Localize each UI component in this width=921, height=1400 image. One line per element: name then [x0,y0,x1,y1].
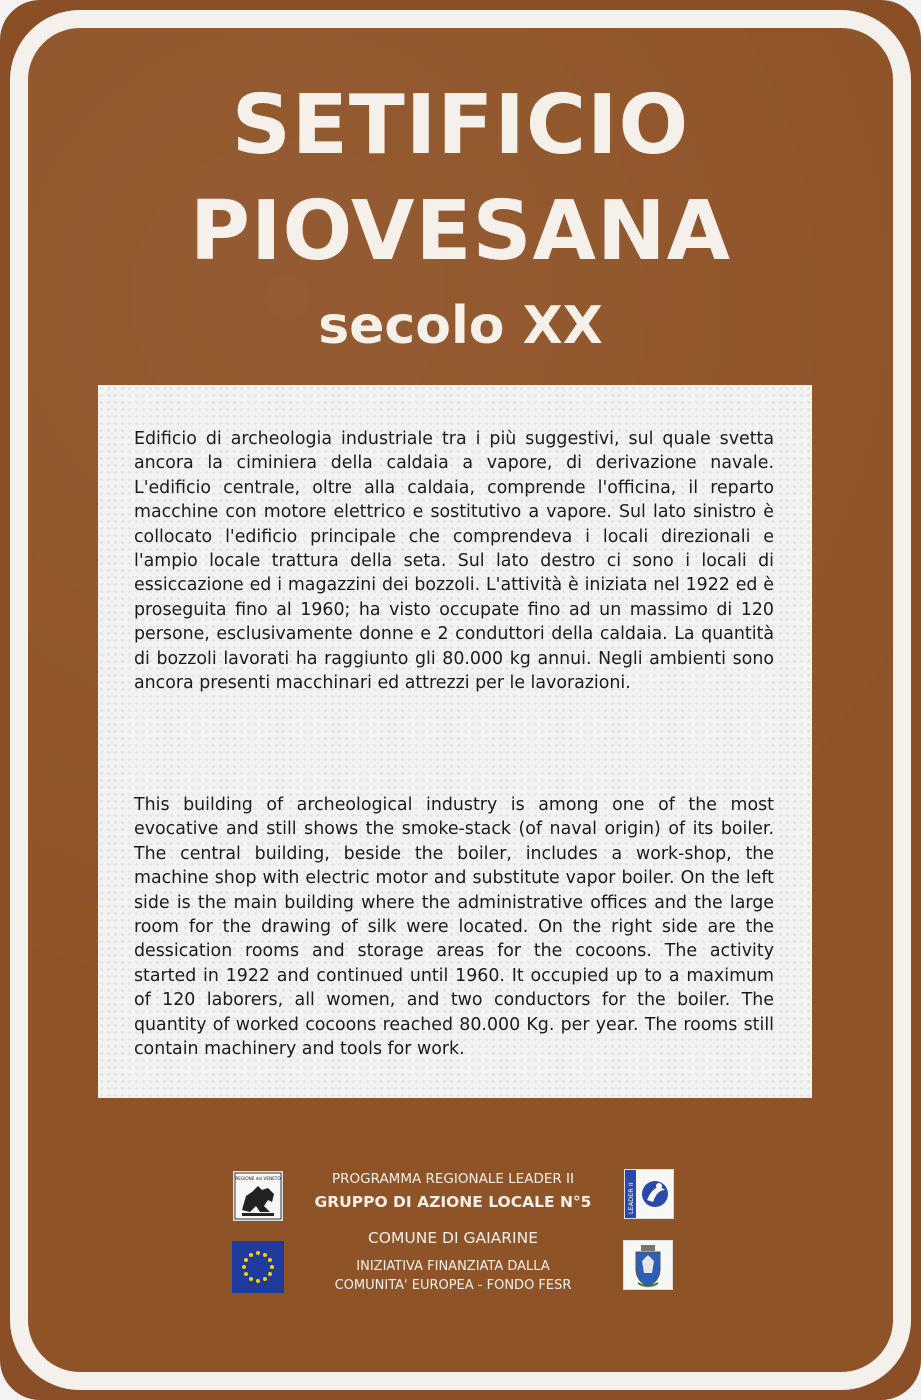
group-text: GRUPPO DI AZIONE LOCALE N°5 [314,1193,592,1211]
italian-description: Edificio di archeologia industriale tra i più suggestivi, sul quale svetta ancora la ciminiera della caldaia a vapore, di derivazione navale. L'edificio centrale, oltre alla caldaia, comprende l'officina, il reparto macchine con motore elettrico e sostitutivo a vapore. Sul lato sinistro è collocato l'edificio principale che comprendeva i locali direzionali e l'ampio locale trattura della seta. Sul lato destro ci sono i locali di essiccazione ed i magazzini dei bozzoli. L'attività è iniziata nel 1922 ed è proseguita fino al 1960; ha visto occupate fino ad un massimo di 120 persone, esclusivamente donne e 2 conduttori della caldaia. La quantità di bozzoli lavorati ha raggiunto gli 80.000 kg annui. Negli ambienti sono ancora presenti macchinari ed attrezzi per le lavorazioni. [134,429,774,694]
program-text: PROGRAMMA REGIONALE LEADER II [332,1171,574,1187]
leader-logo-text: LEADER II [627,1182,635,1214]
veneto-logo-text: REGIONE del VENETO [235,1176,281,1181]
sign-footer [0,1165,921,1305]
english-description: This building of archeological industry is among one of the most evocative and still shows the smoke-stack (of naval origin) of its boiler. The central building, beside the boiler, includes a work-shop, the machine shop with electric motor and substitute vapor boiler. On the left side is the main building where the administrative offices and the large room for the drawing of silk were located. On the right side are the dessication rooms and storage areas for the cocoons. The activity started in 1922 and continued until 1960. It occupied up to a maximum of 120 laborers, all women, and two conductors for the boiler. The quantity of worked cocoons reached 80.000 Kg. per year. The rooms still contain machinery and tools for work. [134,795,774,1060]
regione-veneto-lion-logo [233,1171,283,1221]
comune-text: COMUNE DI GAIARINE [367,1229,538,1247]
text-panel [98,385,812,1098]
eu-flag-logo [232,1241,284,1293]
funding-text-line2: COMUNITA' EUROPEA - FONDO FESR [334,1278,572,1293]
sign-subtitle: secolo XX [318,296,603,356]
sign-title-line1: SETIFICIO [231,78,690,173]
sign-title-line2: PIOVESANA [189,184,732,279]
funding-text-line1: INIZIATIVA FINANZIATA DALLA [356,1259,550,1274]
leader-ii-logo [624,1169,674,1219]
comune-gaiarine-crest-logo [623,1240,673,1290]
